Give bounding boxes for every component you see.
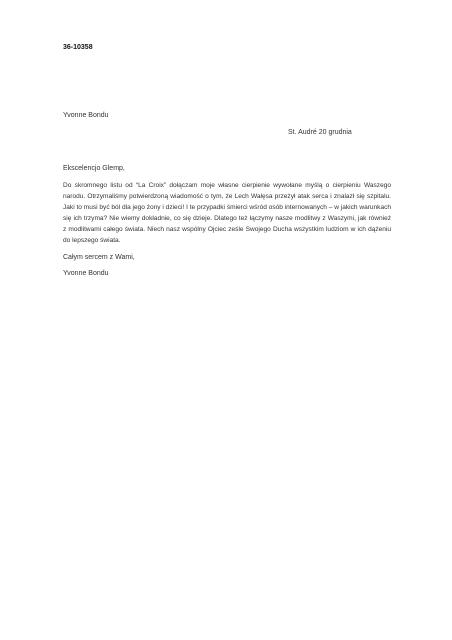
salutation: Ekscelencjo Glemp,: [63, 165, 125, 172]
sender-name: Yvonne Bondu: [63, 112, 109, 119]
reference-number: 36-10358: [63, 44, 93, 51]
signature: Yvonne Bondu: [63, 270, 109, 277]
letter-body: Do skromnego listu od “La Croix” dołączam moje własne cierpienie wywołane myślą o cierpieniu Waszego narodu. Otrzymaliśmy potwierdzoną wiadomość o tym, że Lech Wałęsa przeżył atak serca i znalazł się szpitalu. Jaki to musi być ból dla jego żony i dzieci! I te przypadki śmierci wśród osób internowanych – w jakich warunkach się ich trzyma? Nie wiemy dokładnie, co się dzieje. Dlatego też łączymy nasze modlitwy z Waszymi, jak również z modlitwami całego świata. Niech nasz wspólny Ojciec ześle Swojego Ducha wszystkim ludziom w ich dążeniu do lepszego świata.: [63, 182, 391, 244]
closing-line: Całym sercem z Wami,: [63, 254, 135, 261]
place-date: St. Audré 20 grudnia: [288, 129, 352, 136]
